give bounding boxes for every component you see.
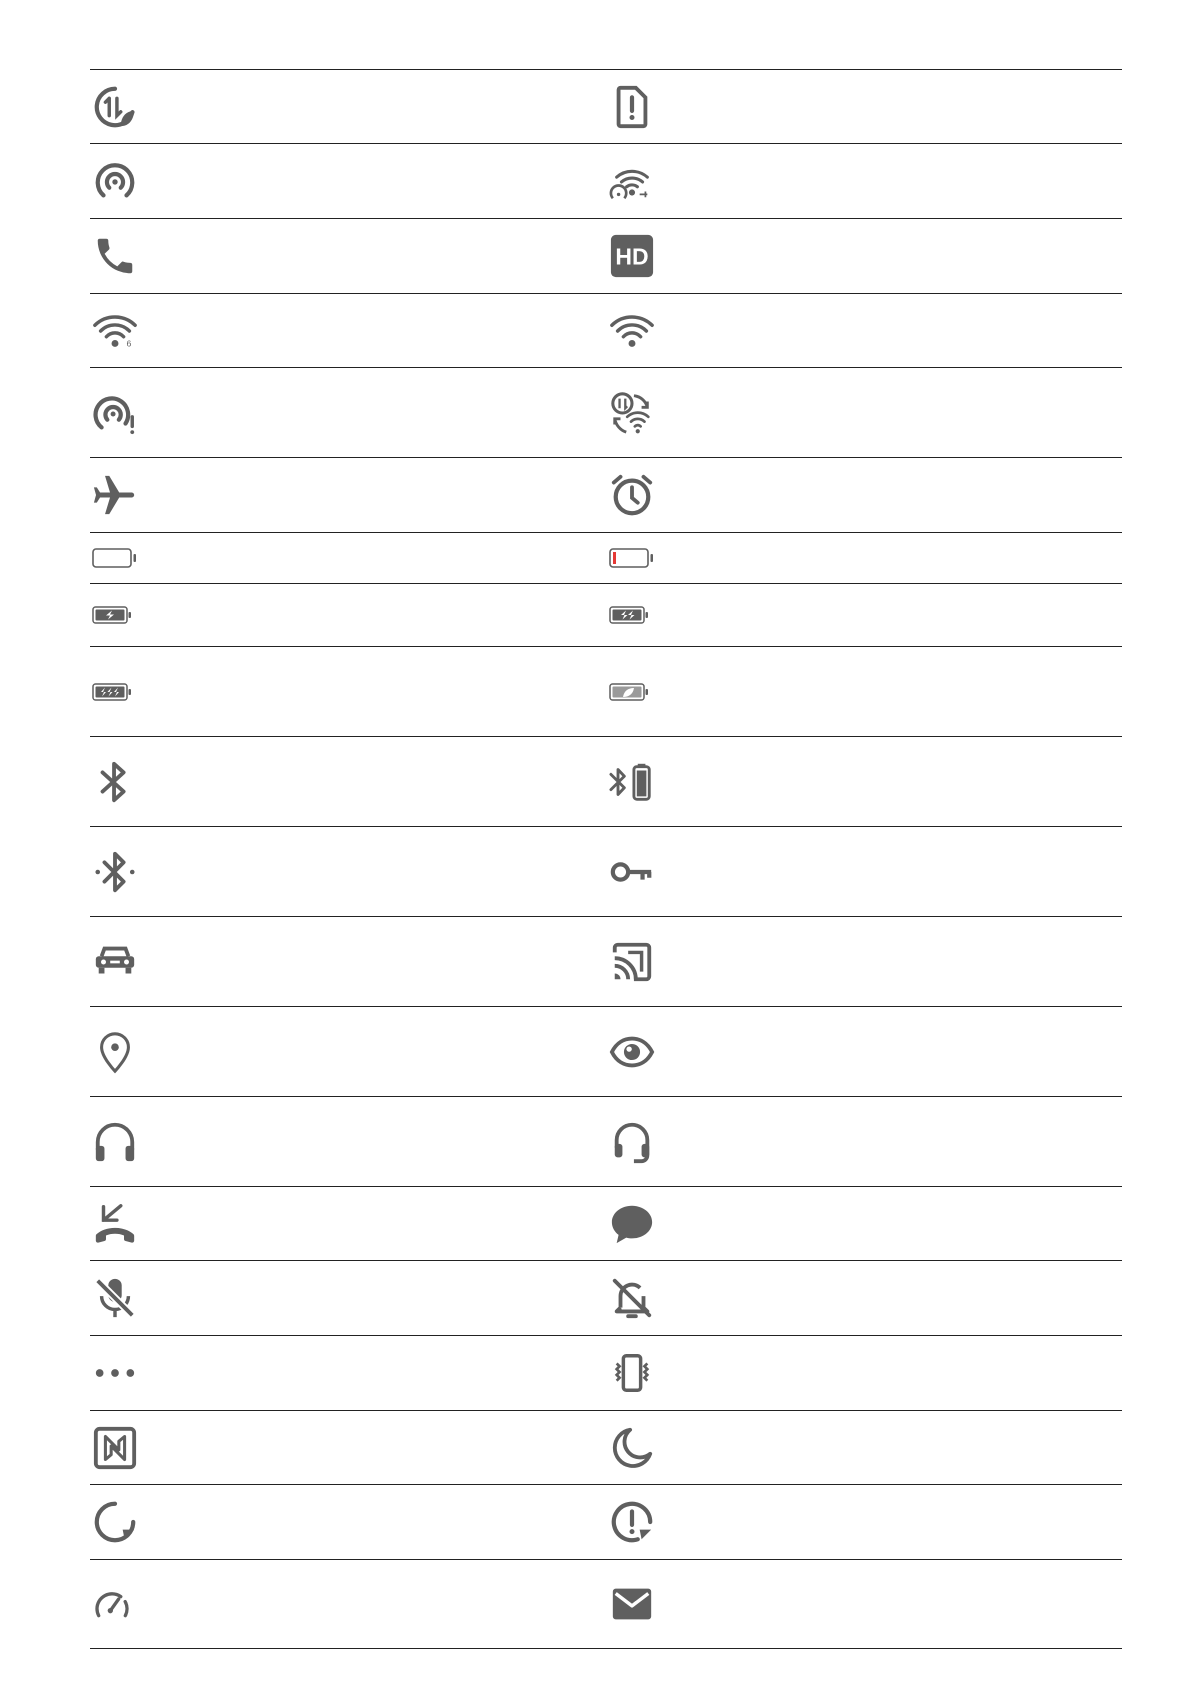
table-row <box>90 1260 1122 1335</box>
battery-fast-charging-icon <box>609 605 649 625</box>
message-bubble-icon <box>609 1201 655 1247</box>
mic-muted-icon <box>92 1275 138 1321</box>
vibrate-mode-icon <box>609 1350 655 1396</box>
wifi-6-icon <box>92 308 138 354</box>
table-row <box>90 583 1122 646</box>
bluetooth-device-battery-icon <box>609 759 655 805</box>
eye-comfort-icon <box>609 1029 655 1075</box>
nfc-icon <box>92 1425 138 1471</box>
notifications-off-icon <box>609 1275 655 1321</box>
table-row <box>90 1186 1122 1260</box>
battery-power-saving-icon <box>609 682 649 702</box>
data-saver-icon <box>92 84 138 130</box>
table-row <box>90 1559 1122 1649</box>
hd-call-icon <box>609 233 655 279</box>
table-row <box>90 1484 1122 1559</box>
more-notifications-icon <box>92 1350 138 1396</box>
location-pin-icon <box>92 1029 138 1075</box>
svg-text:6: 6 <box>126 337 132 348</box>
email-icon <box>609 1581 655 1627</box>
bluetooth-icon <box>92 759 138 805</box>
battery-super-charging-icon <box>92 682 132 702</box>
headset-icon <box>92 1119 138 1165</box>
table-row <box>90 736 1122 826</box>
sync-failed-icon <box>609 1499 655 1545</box>
do-not-disturb-moon-icon <box>609 1425 655 1471</box>
table-row <box>90 69 1122 143</box>
battery-charging-icon <box>92 605 132 625</box>
hotspot-icon <box>92 158 138 204</box>
table-row <box>90 293 1122 367</box>
vpn-key-icon <box>609 849 655 895</box>
airplane-mode-icon <box>92 472 138 518</box>
headset-mic-icon <box>609 1119 655 1165</box>
table-row <box>90 532 1122 583</box>
phone-call-icon <box>92 233 138 279</box>
table-row <box>90 143 1122 218</box>
alarm-icon <box>609 472 655 518</box>
screen-cast-icon <box>609 939 655 985</box>
table-row <box>90 1410 1122 1484</box>
table-row <box>90 1335 1122 1410</box>
svg-text:HD: HD <box>615 243 649 270</box>
sim-card-alert-icon <box>609 84 655 130</box>
car-driving-mode-icon <box>92 939 138 985</box>
table-row <box>90 826 1122 916</box>
table-row <box>90 1096 1122 1186</box>
syncing-icon <box>92 1499 138 1545</box>
table-row <box>90 457 1122 532</box>
performance-mode-icon <box>92 1584 132 1624</box>
battery-low-icon <box>609 547 655 569</box>
missed-call-icon <box>92 1201 138 1247</box>
bluetooth-connected-icon <box>92 849 138 895</box>
wifi-icon <box>609 308 655 354</box>
status-icon-table <box>90 69 1122 1649</box>
table-row <box>90 367 1122 457</box>
data-wifi-switch-icon <box>609 390 655 436</box>
wifi-hotspot-connected-icon <box>609 158 655 204</box>
table-row <box>90 1006 1122 1096</box>
hotspot-error-icon <box>92 390 138 436</box>
table-row <box>90 916 1122 1006</box>
table-row <box>90 218 1122 293</box>
table-row <box>90 646 1122 736</box>
battery-empty-icon <box>92 547 138 569</box>
